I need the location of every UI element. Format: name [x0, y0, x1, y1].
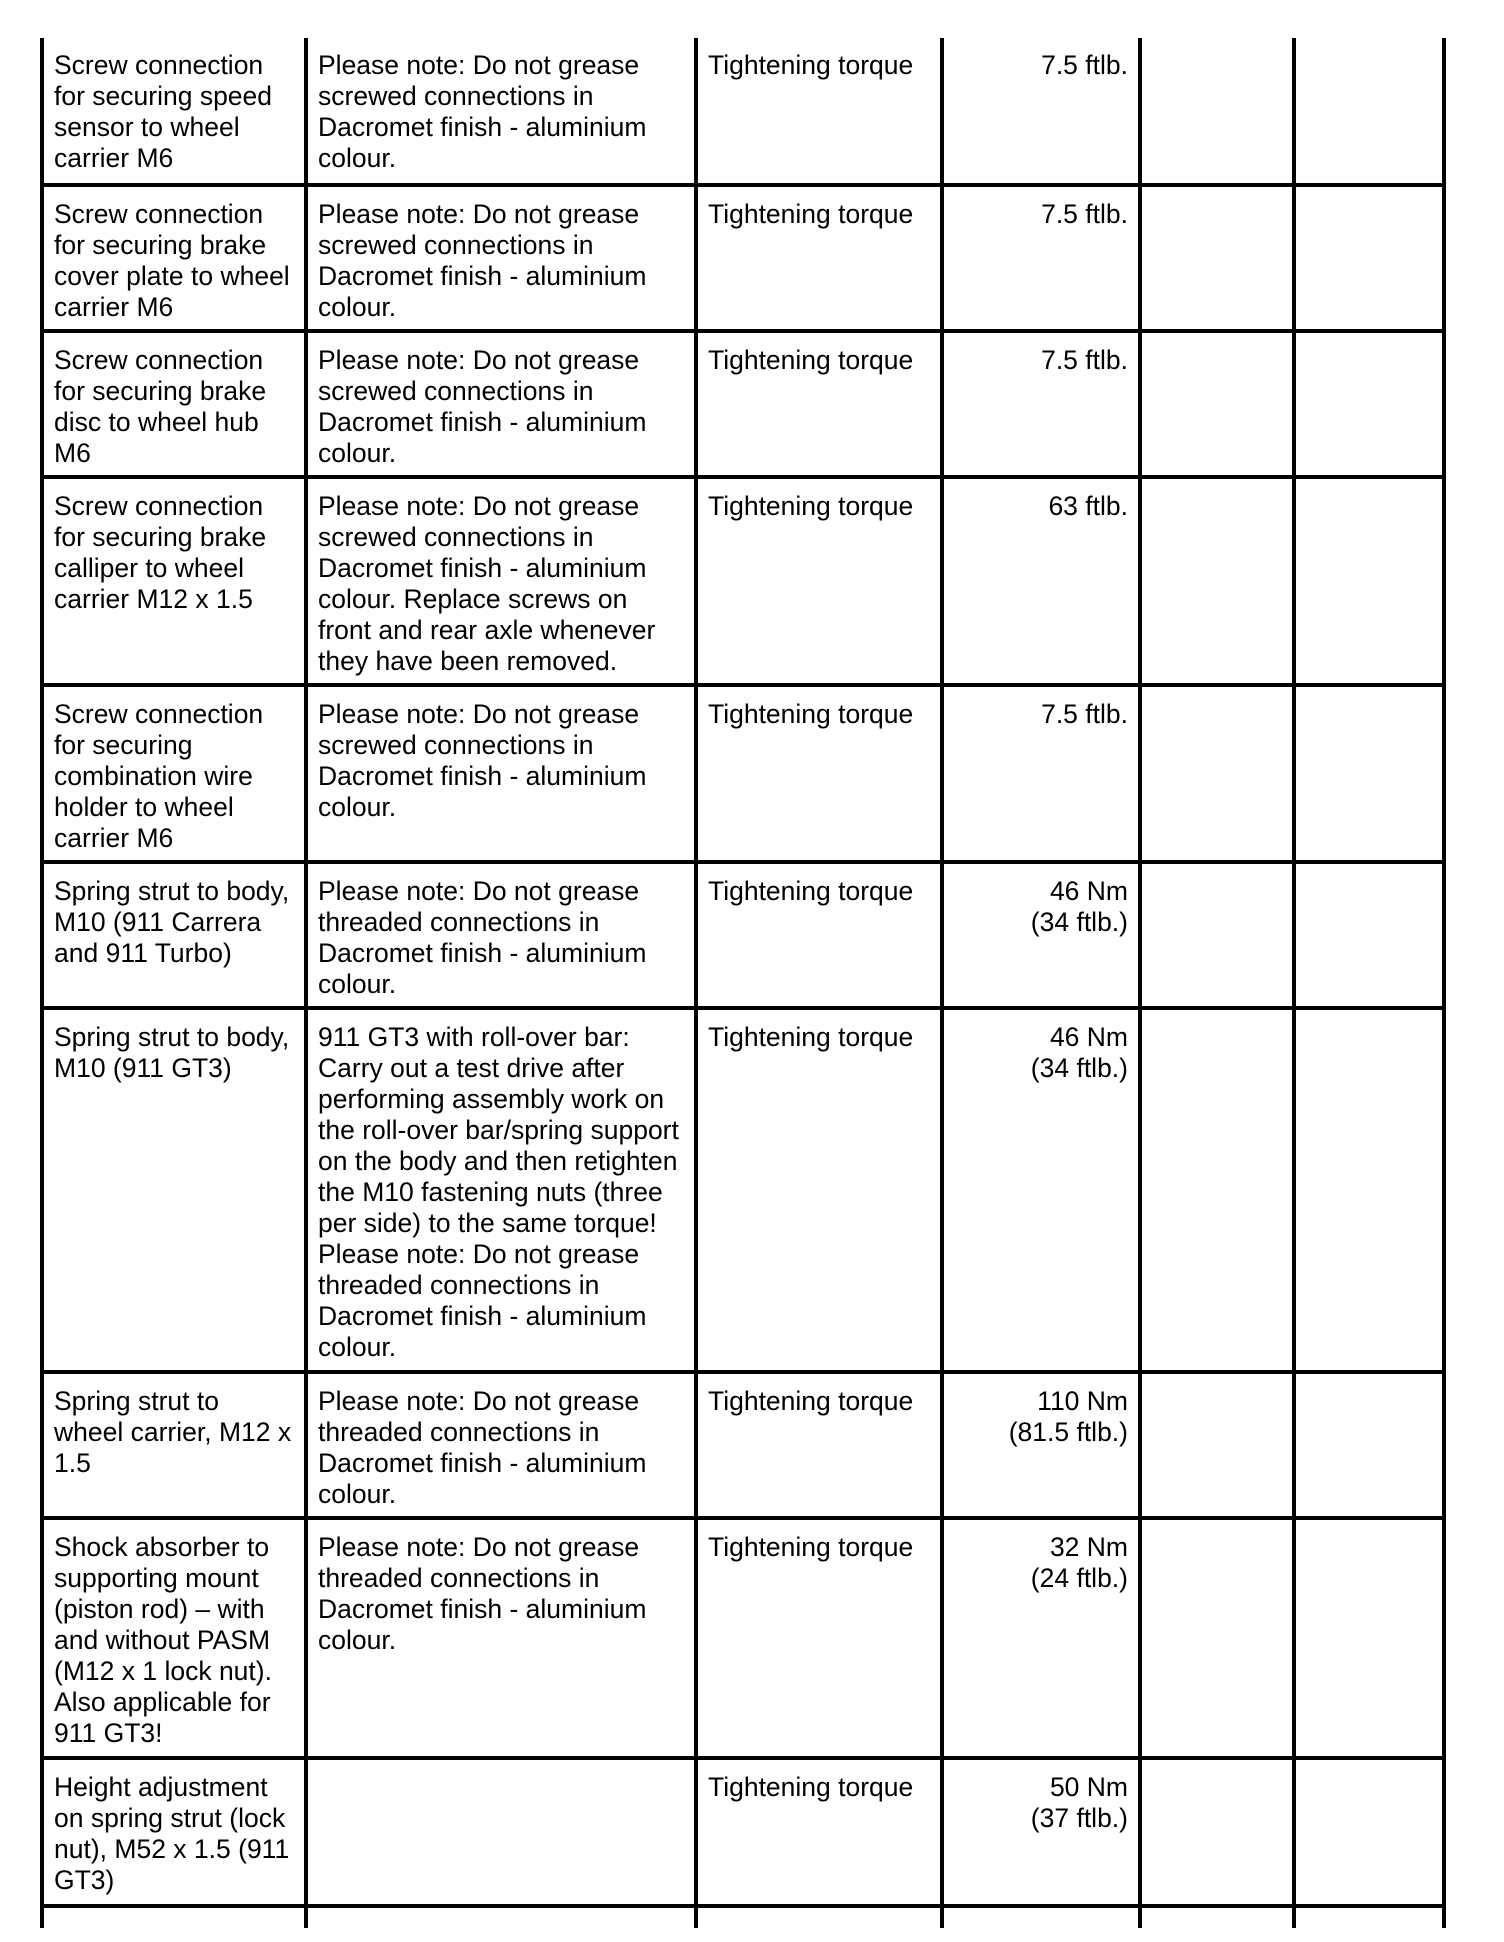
- note-cell: Please note: Do not grease screwed connections in Dacromet finish - aluminium colour.: [306, 38, 696, 185]
- torque-table: [44, 38, 1442, 1928]
- note-cell: 911 GT3 with roll-over bar: Carry out a test drive after performing assembly work on the roll-over bar/spring support on the body and then retighten the M10 fastening nuts (three per side) to the same torque! Please note: Do not grease threaded connections in Dacromet finish - aluminium colour.: [306, 1008, 696, 1372]
- empty-cell: [1294, 862, 1442, 1008]
- torque-value: 7.5 ftlb.: [1041, 50, 1128, 80]
- note-cell: Please note: Do not grease screwed connections in Dacromet finish - aluminium colour. Replace screws on front and rear axle whenever they have been removed.: [306, 477, 696, 685]
- type-cell: Tightening torque: [696, 862, 942, 1008]
- torque-value-ftlb: (81.5 ftlb.): [1008, 1417, 1128, 1447]
- empty-cell: [1140, 862, 1294, 1008]
- component-cell: Spring strut to body, M10 (911 GT3): [44, 1008, 306, 1372]
- value-cell: [942, 1518, 1140, 1758]
- torque-specification-sheet: [40, 38, 1446, 1928]
- component-cell: Spring strut to body, M10 (911 Carrera and 911 Turbo): [44, 862, 306, 1008]
- component-cell: Screw connection for securing brake disc to wheel hub M6: [44, 331, 306, 477]
- table-continuation-row: [44, 1906, 1442, 1928]
- note-cell: Please note: Do not grease threaded connections in Dacromet finish - aluminium colour.: [306, 1518, 696, 1758]
- torque-value-nm: 46 Nm: [1049, 876, 1128, 906]
- torque-value-nm: 46 Nm: [1049, 1022, 1128, 1052]
- type-cell: Tightening torque: [696, 1518, 942, 1758]
- type-cell: Tightening torque: [696, 331, 942, 477]
- torque-value: 7.5 ftlb.: [1041, 345, 1128, 375]
- table-row: [44, 1008, 1442, 1372]
- table-row: [44, 685, 1442, 862]
- type-cell: Tightening torque: [696, 1008, 942, 1372]
- value-cell: [942, 38, 1140, 185]
- table-row: [44, 477, 1442, 685]
- empty-cell: [1140, 1372, 1294, 1518]
- value-cell: [942, 331, 1140, 477]
- empty-cell: [1140, 1518, 1294, 1758]
- component-cell: Shock absorber to supporting mount (piston rod) – with and without PASM (M12 x 1 lock nut). Also applicable for 911 GT3!: [44, 1518, 306, 1758]
- note-cell: Please note: Do not grease screwed connections in Dacromet finish - aluminium colour.: [306, 185, 696, 331]
- empty-cell: [1294, 185, 1442, 331]
- empty-cell: [1294, 38, 1442, 185]
- value-cell: [942, 477, 1140, 685]
- value-cell: [942, 1758, 1140, 1906]
- type-cell: Tightening torque: [696, 38, 942, 185]
- note-cell: [306, 1758, 696, 1906]
- torque-value: 63 ftlb.: [1048, 491, 1128, 521]
- type-cell: Tightening torque: [696, 685, 942, 862]
- empty-cell: [306, 1906, 696, 1928]
- empty-cell: [1140, 477, 1294, 685]
- note-cell: Please note: Do not grease screwed connections in Dacromet finish - aluminium colour.: [306, 331, 696, 477]
- torque-value-ftlb: (37 ftlb.): [1030, 1803, 1128, 1833]
- value-cell: [942, 685, 1140, 862]
- component-cell: Screw connection for securing brake calliper to wheel carrier M12 x 1.5: [44, 477, 306, 685]
- table-row: [44, 185, 1442, 331]
- torque-value-nm: 110 Nm: [1037, 1386, 1128, 1416]
- table-row: [44, 38, 1442, 185]
- torque-value-nm: 50 Nm: [1049, 1772, 1128, 1802]
- table-row: [44, 862, 1442, 1008]
- torque-value: 7.5 ftlb.: [1041, 699, 1128, 729]
- empty-cell: [1140, 1008, 1294, 1372]
- empty-cell: [1140, 1758, 1294, 1906]
- empty-cell: [1294, 1372, 1442, 1518]
- empty-cell: [942, 1906, 1140, 1928]
- type-cell: Tightening torque: [696, 1758, 942, 1906]
- table-row: [44, 1758, 1442, 1906]
- value-cell: [942, 1008, 1140, 1372]
- component-cell: Screw connection for securing speed sensor to wheel carrier M6: [44, 38, 306, 185]
- empty-cell: [1140, 38, 1294, 185]
- component-cell: Spring strut to wheel carrier, M12 x 1.5: [44, 1372, 306, 1518]
- component-cell: Height adjustment on spring strut (lock nut), M52 x 1.5 (911 GT3): [44, 1758, 306, 1906]
- component-cell: Screw connection for securing combination wire holder to wheel carrier M6: [44, 685, 306, 862]
- type-cell: Tightening torque: [696, 1372, 942, 1518]
- component-cell: Screw connection for securing brake cover plate to wheel carrier M6: [44, 185, 306, 331]
- torque-value-ftlb: (34 ftlb.): [1030, 907, 1128, 937]
- empty-cell: [1140, 685, 1294, 862]
- empty-cell: [1140, 331, 1294, 477]
- torque-value-ftlb: (34 ftlb.): [1030, 1053, 1128, 1083]
- empty-cell: [1294, 1906, 1442, 1928]
- empty-cell: [1294, 1518, 1442, 1758]
- empty-cell: [1140, 1906, 1294, 1928]
- table-row: [44, 1372, 1442, 1518]
- empty-cell: [696, 1906, 942, 1928]
- table-row: [44, 331, 1442, 477]
- note-cell: Please note: Do not grease threaded connections in Dacromet finish - aluminium colour.: [306, 1372, 696, 1518]
- value-cell: [942, 1372, 1140, 1518]
- empty-cell: [1294, 477, 1442, 685]
- empty-cell: [1294, 1758, 1442, 1906]
- value-cell: [942, 862, 1140, 1008]
- type-cell: Tightening torque: [696, 185, 942, 331]
- type-cell: Tightening torque: [696, 477, 942, 685]
- empty-cell: [1294, 331, 1442, 477]
- empty-cell: [1294, 685, 1442, 862]
- torque-value-ftlb: (24 ftlb.): [1030, 1563, 1128, 1593]
- note-cell: Please note: Do not grease screwed connections in Dacromet finish - aluminium colour.: [306, 685, 696, 862]
- torque-value-nm: 32 Nm: [1049, 1532, 1128, 1562]
- table-row: [44, 1518, 1442, 1758]
- value-cell: [942, 185, 1140, 331]
- torque-value: 7.5 ftlb.: [1041, 199, 1128, 229]
- note-cell: Please note: Do not grease threaded connections in Dacromet finish - aluminium colour.: [306, 862, 696, 1008]
- empty-cell: [1140, 185, 1294, 331]
- empty-cell: [1294, 1008, 1442, 1372]
- empty-cell: [44, 1906, 306, 1928]
